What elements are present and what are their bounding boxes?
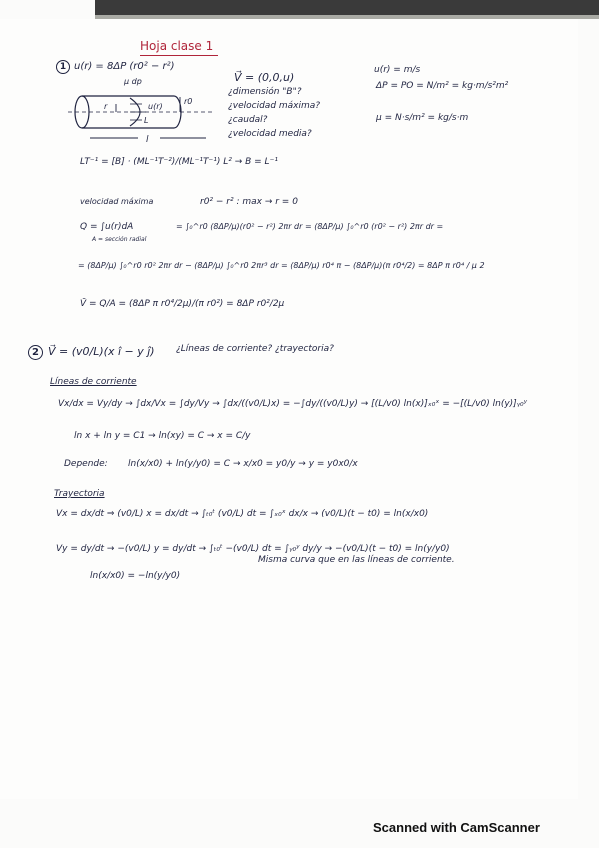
p2-ln-sum: ln x + ln y = C1 → ln(xy) = C → x = C/y	[74, 431, 251, 441]
fig-label-l: l	[146, 135, 149, 145]
fig-label-L: L	[144, 116, 149, 125]
p1-caudal-def: Q = ∫u(r)dA	[80, 222, 134, 232]
p2-depends-label: Depende:	[64, 459, 108, 469]
p2-depends-eq: ln(x/x0) + ln(y/y0) = C → x/x0 = y0/y → y = y0x0/x	[128, 459, 358, 469]
p1-mean-velocity: V̄ = Q/A = (8ΔP π r0⁴/2μ)/(π r0²) = 8ΔP r0²/2μ	[80, 299, 285, 309]
p2-streamlines-label: Líneas de corriente	[50, 377, 137, 387]
p1-caudal-result: = (8ΔP/μ) ∫₀^r0 r0² 2πr dr − (8ΔP/μ) ∫₀^r0 2πr³ dr = (8ΔP/μ) r0⁴ π − (8ΔP/μ)(π r0⁴/2) = 8ΔP π r0⁴ / μ 2	[78, 261, 485, 270]
p1-caudal-subscript: A = sección radial	[92, 236, 147, 243]
p1-question-4: ¿velocidad media?	[228, 129, 312, 139]
p1-velocity-eq: u(r) = 8ΔP (r0² − r²)	[74, 61, 175, 72]
fig-label-r0: r0	[184, 97, 193, 106]
p1-vmax-condition: r0² − r² : max → r = 0	[200, 197, 298, 207]
p1-vmax-label: velocidad máxima	[80, 197, 154, 206]
p2-streamlines-eq: Vx/dx = Vy/dy → ∫dx/Vx = ∫dy/Vy → ∫dx/((v0/L)x) = −∫dy/((v0/L)y) → [(L/v0) ln(x)]ₓ₀ˣ = −[(L/v0) ln(y)]ᵧ₀ʸ	[58, 399, 528, 409]
p2-vector: V⃗ = (v0/L)(x î − y ĵ)	[48, 345, 155, 358]
p2-final-equation: ln(x/x0) = −ln(y/y0)	[90, 571, 181, 581]
p1-vector: V⃗ = (0,0,u)	[234, 71, 295, 84]
p2-question: ¿Líneas de corriente? ¿trayectoria?	[176, 344, 334, 354]
p2-trajectory-label: Trayectoria	[54, 489, 105, 499]
p1-velocity-denominator: μ dp	[124, 77, 142, 86]
p2-trajectory-vx: Vx = dx/dt ⇒ (v0/L) x = dx/dt → ∫ₜ₀ᵗ (v0/L) dt = ∫ₓ₀ˣ dx/x → (v0/L)(t − t0) = ln(x/x0)	[56, 509, 429, 519]
problem-2-number: 2	[28, 345, 43, 360]
p1-units-u: u(r) = m/s	[374, 65, 421, 75]
p2-final-note: Misma curva que en las líneas de corriente.	[258, 555, 455, 565]
problem-1-number: 1	[56, 60, 70, 74]
pipe-flow-figure	[68, 88, 218, 148]
title-underline	[140, 55, 218, 56]
p1-units-dp: ΔP = PO = N/m² = kg·m/s²m²	[376, 81, 509, 91]
p1-dimension-analysis: LT⁻¹ = [B] · (ML⁻¹T⁻²)/(ML⁻¹T⁻¹) L² → B = L⁻¹	[80, 157, 278, 167]
p1-units-mu: μ = N·s/m² = kg/s·m	[376, 113, 469, 123]
page-title: Hoja clase 1	[140, 39, 214, 53]
camscanner-footer: Scanned with CamScanner	[373, 820, 540, 835]
fig-label-u: u(r)	[148, 102, 163, 111]
scanner-edge-dark	[95, 0, 599, 15]
p1-question-2: ¿velocidad máxima?	[228, 101, 321, 111]
fig-label-r: r	[104, 102, 108, 111]
p2-trajectory-vy: Vy = dy/dt → −(v0/L) y = dy/dt → ∫ₜ₀ᵗ −(v0/L) dt = ∫ᵧ₀ʸ dy/y → −(v0/L)(t − t0) = ln(y/y0)	[56, 544, 450, 554]
p1-question-1: ¿dimensión "B"?	[228, 87, 302, 97]
p1-caudal-integral: = ∫₀^r0 (8ΔP/μ)(r0² − r²) 2πr dr = (8ΔP/μ) ∫₀^r0 (r0² − r²) 2πr dr =	[176, 222, 444, 231]
p1-question-3: ¿caudal?	[228, 115, 268, 125]
